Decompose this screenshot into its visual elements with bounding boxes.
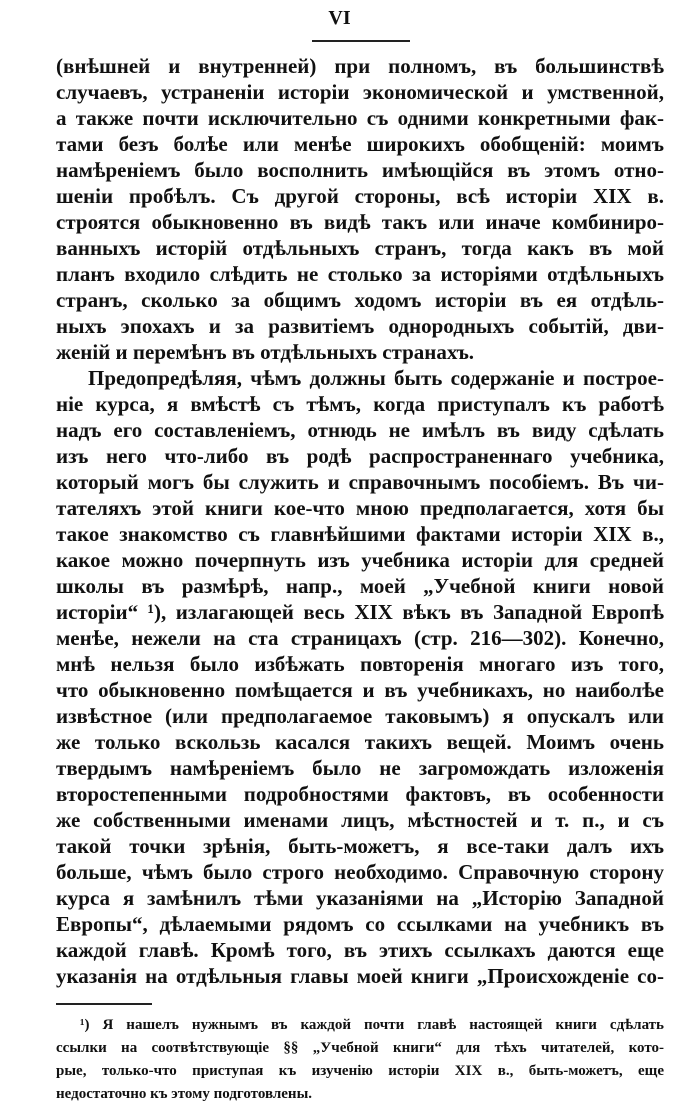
text-line: планъ входило слѣдить не столько за исторіями отдѣльныхъ bbox=[56, 262, 664, 286]
footnote-line: ¹) Я нашелъ нужнымъ въ каждой почти главѣ настоящей книги сдѣлать bbox=[80, 1017, 664, 1033]
text-line: тателяхъ этой книги кое-что мною предполагается, хотя бы bbox=[56, 496, 664, 520]
text-line: больше, чѣмъ было строго необходимо. Справочную сторону bbox=[56, 860, 664, 884]
text-line: второстепенными подробностями фактовъ, въ особенности bbox=[56, 782, 664, 806]
body-text bbox=[56, 53, 664, 989]
footnotes bbox=[56, 1014, 664, 1106]
text-line: шеніи пробѣлъ. Съ другой стороны, всѣ исторіи XIX в. bbox=[56, 184, 664, 208]
page-number-underline bbox=[312, 40, 410, 42]
text-line: мнѣ нельзя было избѣжать повторенія многаго изъ того, bbox=[56, 652, 664, 676]
text-line: Европы“, дѣлаемыми рядомъ со ссылками на учебникъ въ bbox=[56, 912, 664, 936]
text-line: изъ него что-либо въ родѣ распространеннаго учебника, bbox=[56, 444, 664, 468]
text-line: ванныхъ исторій отдѣльныхъ странъ, тогда какъ въ мой bbox=[56, 236, 664, 260]
text-line: каждой главѣ. Кромѣ того, въ этихъ ссылкахъ даются еще bbox=[56, 938, 664, 962]
text-line: строятся обыкновенно въ видѣ такъ или иначе комбиниро- bbox=[56, 210, 664, 234]
text-line: (внѣшней и внутренней) при полномъ, въ большинствѣ bbox=[56, 54, 664, 78]
footnote-line: ссылки на соотвѣтствующіе §§ „Учебной книги“ для тѣхъ читателей, кото- bbox=[56, 1040, 664, 1056]
page-number: VI bbox=[328, 7, 351, 29]
text-line: ныхъ эпохахъ и за развитіемъ однородныхъ событій, дви- bbox=[56, 314, 664, 338]
text-line: такой точки зрѣнія, быть-можетъ, я все-таки далъ ихъ bbox=[56, 834, 664, 858]
text-line: тами безъ болѣе или менѣе широкихъ обобщеній: моимъ bbox=[56, 132, 664, 156]
text-line: какое можно почерпнуть изъ учебника исторіи для средней bbox=[56, 548, 664, 572]
text-line: же собственными именами лицъ, мѣстностей и т. п., и съ bbox=[56, 808, 664, 832]
text-line: ніе курса, я вмѣстѣ съ тѣмъ, когда приступалъ къ работѣ bbox=[56, 392, 664, 416]
text-line: извѣстное (или предполагаемое таковымъ) я опускалъ или bbox=[56, 704, 664, 728]
text-line: женій и перемѣнъ въ отдѣльныхъ странахъ. bbox=[56, 340, 475, 364]
text-line: менѣе, нежели на ста страницахъ (стр. 216—302). Конечно, bbox=[56, 626, 664, 650]
text-line: странъ, сколько за общимъ ходомъ исторіи въ ея отдѣль- bbox=[56, 288, 664, 312]
text-line: твердымъ намѣреніемъ было не загромождать изложенія bbox=[56, 756, 664, 780]
footnote-line: недостаточно къ этому подготовлены. bbox=[56, 1086, 313, 1102]
text-line: курса я замѣнилъ тѣми указаніями на „Исторію Западной bbox=[56, 886, 664, 910]
text-line: исторіи“ ¹), излагающей весь XIX вѣкъ въ Западной Европѣ bbox=[56, 600, 664, 624]
footnote-line: рые, только-что приступая къ изученію исторіи XIX в., быть-можетъ, еще bbox=[56, 1063, 664, 1079]
text-line: что обыкновенно помѣщается и въ учебникахъ, но наиболѣе bbox=[56, 678, 664, 702]
text-line: такое знакомство съ главнѣйшими фактами исторіи XIX в., bbox=[56, 522, 664, 546]
text-line: случаевъ, устраненіи исторіи экономической и умственной, bbox=[56, 80, 664, 104]
text-line: указанія на отдѣльныя главы моей книги „Происхожденіе со- bbox=[56, 964, 664, 988]
text-line: который могъ бы служить и справочнымъ пособіемъ. Въ чи- bbox=[56, 470, 664, 494]
text-line: намѣреніемъ было восполнить имѣющійся въ этомъ отно- bbox=[56, 158, 664, 182]
text-line: школы въ размѣрѣ, напр., моей „Учебной книги новой bbox=[56, 574, 664, 598]
text-line: а также почти исключительно съ одними конкретными фак- bbox=[56, 106, 664, 130]
text-line: Предопредѣляя, чѣмъ должны быть содержаніе и построе- bbox=[88, 366, 664, 390]
text-line: надъ его составленіемъ, отнюдь не имѣлъ въ виду сдѣлать bbox=[56, 418, 664, 442]
text-line: же только вскользь касался такихъ вещей. Моимъ очень bbox=[56, 730, 664, 754]
footnote-separator bbox=[56, 1003, 152, 1005]
